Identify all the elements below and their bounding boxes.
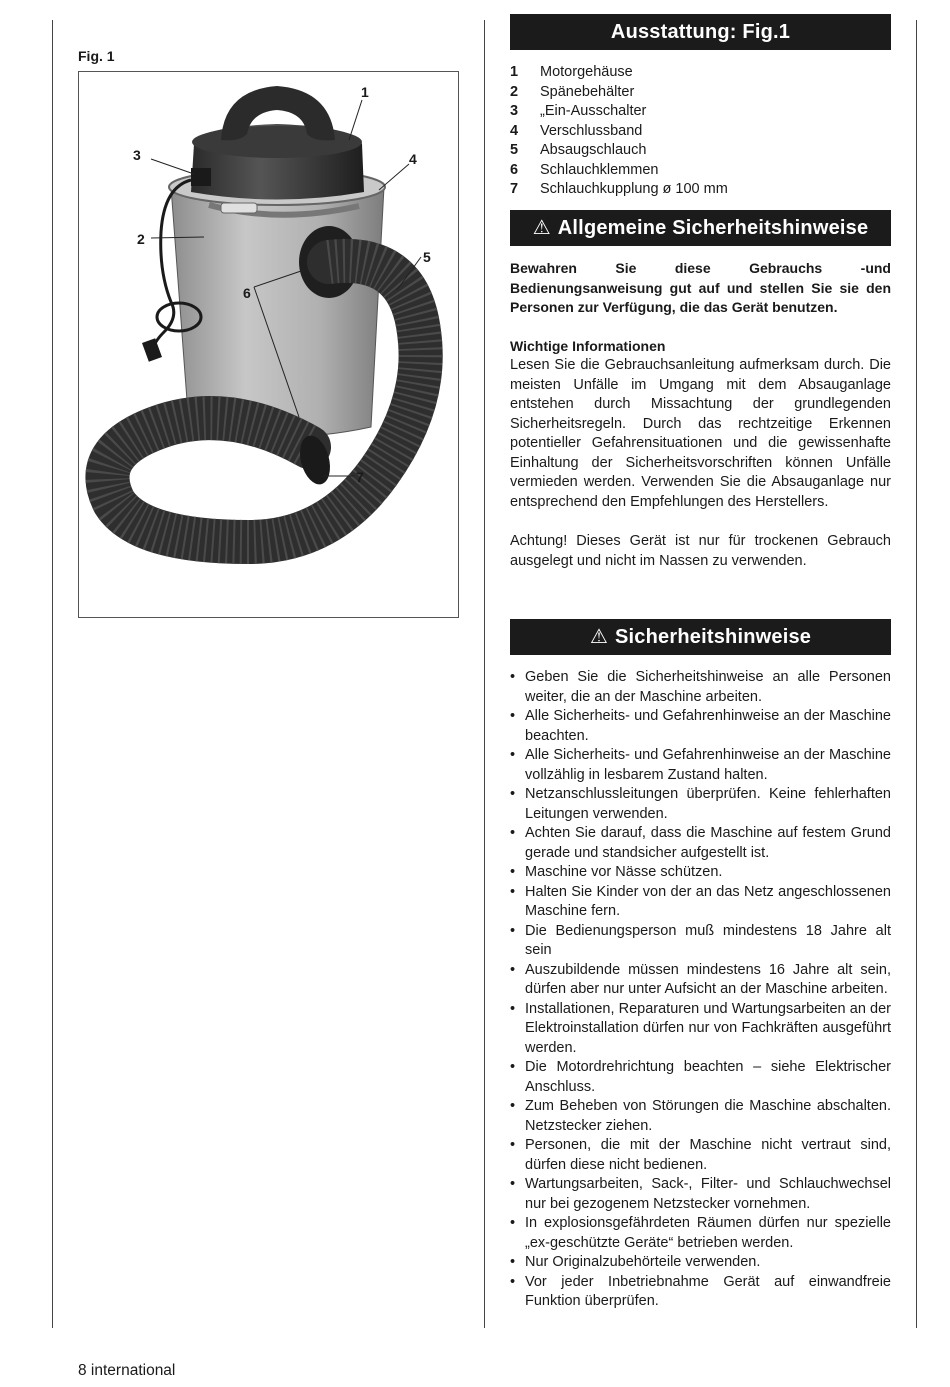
list-item: • Auszubildende müssen mindestens 16 Jahre alt sein, dürfen aber nur unter Aufsicht an der Maschine arbeiten.: [510, 961, 891, 1000]
general-safety-banner: [510, 210, 891, 246]
list-item: • Nur Originalzubehörteile verwenden.: [510, 1253, 891, 1273]
figure-frame: [78, 71, 459, 618]
list-item: • Netzanschlussleitungen überprüfen. Keine fehlerhaften Leitungen verwenden.: [510, 785, 891, 824]
list-item: • Die Motordrehrichtung beachten – siehe Elektrischer Anschluss.: [510, 1058, 891, 1097]
general-safety-title: Allgemeine Sicherheitshinweise: [557, 216, 869, 239]
list-item: 3 „Ein-Ausschalter: [510, 103, 647, 119]
callout-5: 5: [423, 249, 431, 265]
list-item: • Halten Sie Kinder von der an das Netz angeschlossenen Maschine fern.: [510, 883, 891, 922]
page-footer: 8 international: [78, 1362, 176, 1379]
figure-label: Fig. 1: [78, 48, 115, 64]
dust-extractor-illustration: [79, 72, 460, 619]
list-item: • Alle Sicherheits- und Gefahrenhinweise an der Maschine vollzählig in lesbarem Zustand halten.: [510, 746, 891, 785]
list-item: • Die Bedienungsperson muß mindestens 18 Jahre alt sein: [510, 922, 891, 961]
list-item: • Vor jeder Inbetriebnahme Gerät auf einwandfreie Funktion überprüfen.: [510, 1273, 891, 1312]
safety-bullets: [510, 668, 891, 1312]
list-item: 1 Motorgehäuse: [510, 64, 633, 80]
list-item: • Personen, die mit der Maschine nicht vertraut sind, dürfen diese nicht bedienen.: [510, 1136, 891, 1175]
general-safety-intro: Bewahren Sie diese Gebrauchs -und Bedienungsanweisung gut auf und stellen Sie sie den Personen zur Verfügung, die das Gerät benutzen.: [510, 260, 891, 315]
equipment-title: Ausstattung: Fig.1: [610, 20, 791, 43]
callout-6: 6: [243, 285, 251, 301]
left-margin-rule: [52, 20, 53, 1328]
info-heading: Wichtige Informationen: [510, 338, 666, 354]
info-text: Lesen Sie die Gebrauchsanleitung aufmerksam durch. Die meisten Unfälle im Umgang mit dem Absauganlage entstehen durch Missachtung der grundlegenden Sicherheitsregeln. Durch das rechtzeitige Erkennen potentieller Gefahrensituationen und die gewissenhafte Einhaltung der Sicherheitsvorschriften können Unfälle vermieden werden. Verwenden Sie die Absauganlage nur entsprechend den Empfehlungen des Herstellers.: [510, 357, 891, 510]
list-item: 7 Schlauchkupplung ø 100 mm: [510, 181, 728, 197]
list-item: 2 Spänebehälter: [510, 83, 635, 100]
callout-1: 1: [361, 84, 369, 100]
list-item: • Geben Sie die Sicherheitshinweise an alle Personen weiter, die an der Maschine arbeiten.: [510, 668, 891, 707]
list-item: • Maschine vor Nässe schützen.: [510, 863, 891, 883]
list-item: 4 Verschlussband: [510, 122, 643, 139]
list-item: • Wartungsarbeiten, Sack-, Filter- und Schlauchwechsel nur bei gezogenem Netzstecker vornehmen.: [510, 1175, 891, 1214]
list-item: • Alle Sicherheits- und Gefahrenhinweise an der Maschine beachten.: [510, 707, 891, 746]
callout-2: 2: [137, 231, 145, 247]
right-margin-rule: [916, 20, 917, 1328]
center-rule: [484, 20, 485, 1328]
list-item: • Zum Beheben von Störungen die Maschine abschalten. Netzstecker ziehen.: [510, 1097, 891, 1136]
warning-triangle-icon: ⚠: [532, 217, 551, 239]
switch-shape: [191, 168, 211, 186]
list-item: 6 Schlauchklemmen: [510, 161, 659, 178]
callout-4: 4: [409, 151, 417, 167]
list-item: • Achten Sie darauf, dass die Maschine auf festem Grund gerade und standsicher aufgestellt ist.: [510, 824, 891, 863]
list-item: 5 Absaugschlauch: [510, 142, 647, 158]
safety-banner: [510, 619, 891, 655]
callout-3: 3: [133, 147, 141, 163]
safety-title: Sicherheitshinweise: [615, 625, 812, 648]
callout-7: 7: [356, 469, 364, 485]
equipment-banner: [510, 14, 891, 50]
equipment-list: [510, 63, 891, 200]
attention-note: Achtung! Dieses Gerät ist nur für trockenen Gebrauch ausgelegt und nicht im Nassen zu verwenden.: [510, 533, 891, 569]
warning-triangle-icon: ⚠: [589, 626, 609, 648]
list-item: • Installationen, Reparaturen und Wartungsarbeiten an der Elektroinstallation dürfen nur von Fachkräften ausgeführt werden.: [510, 1000, 891, 1059]
list-item: • In explosionsgefährdeten Räumen dürfen nur spezielle „ex-geschützte Geräte“ betrieben werden.: [510, 1214, 891, 1253]
